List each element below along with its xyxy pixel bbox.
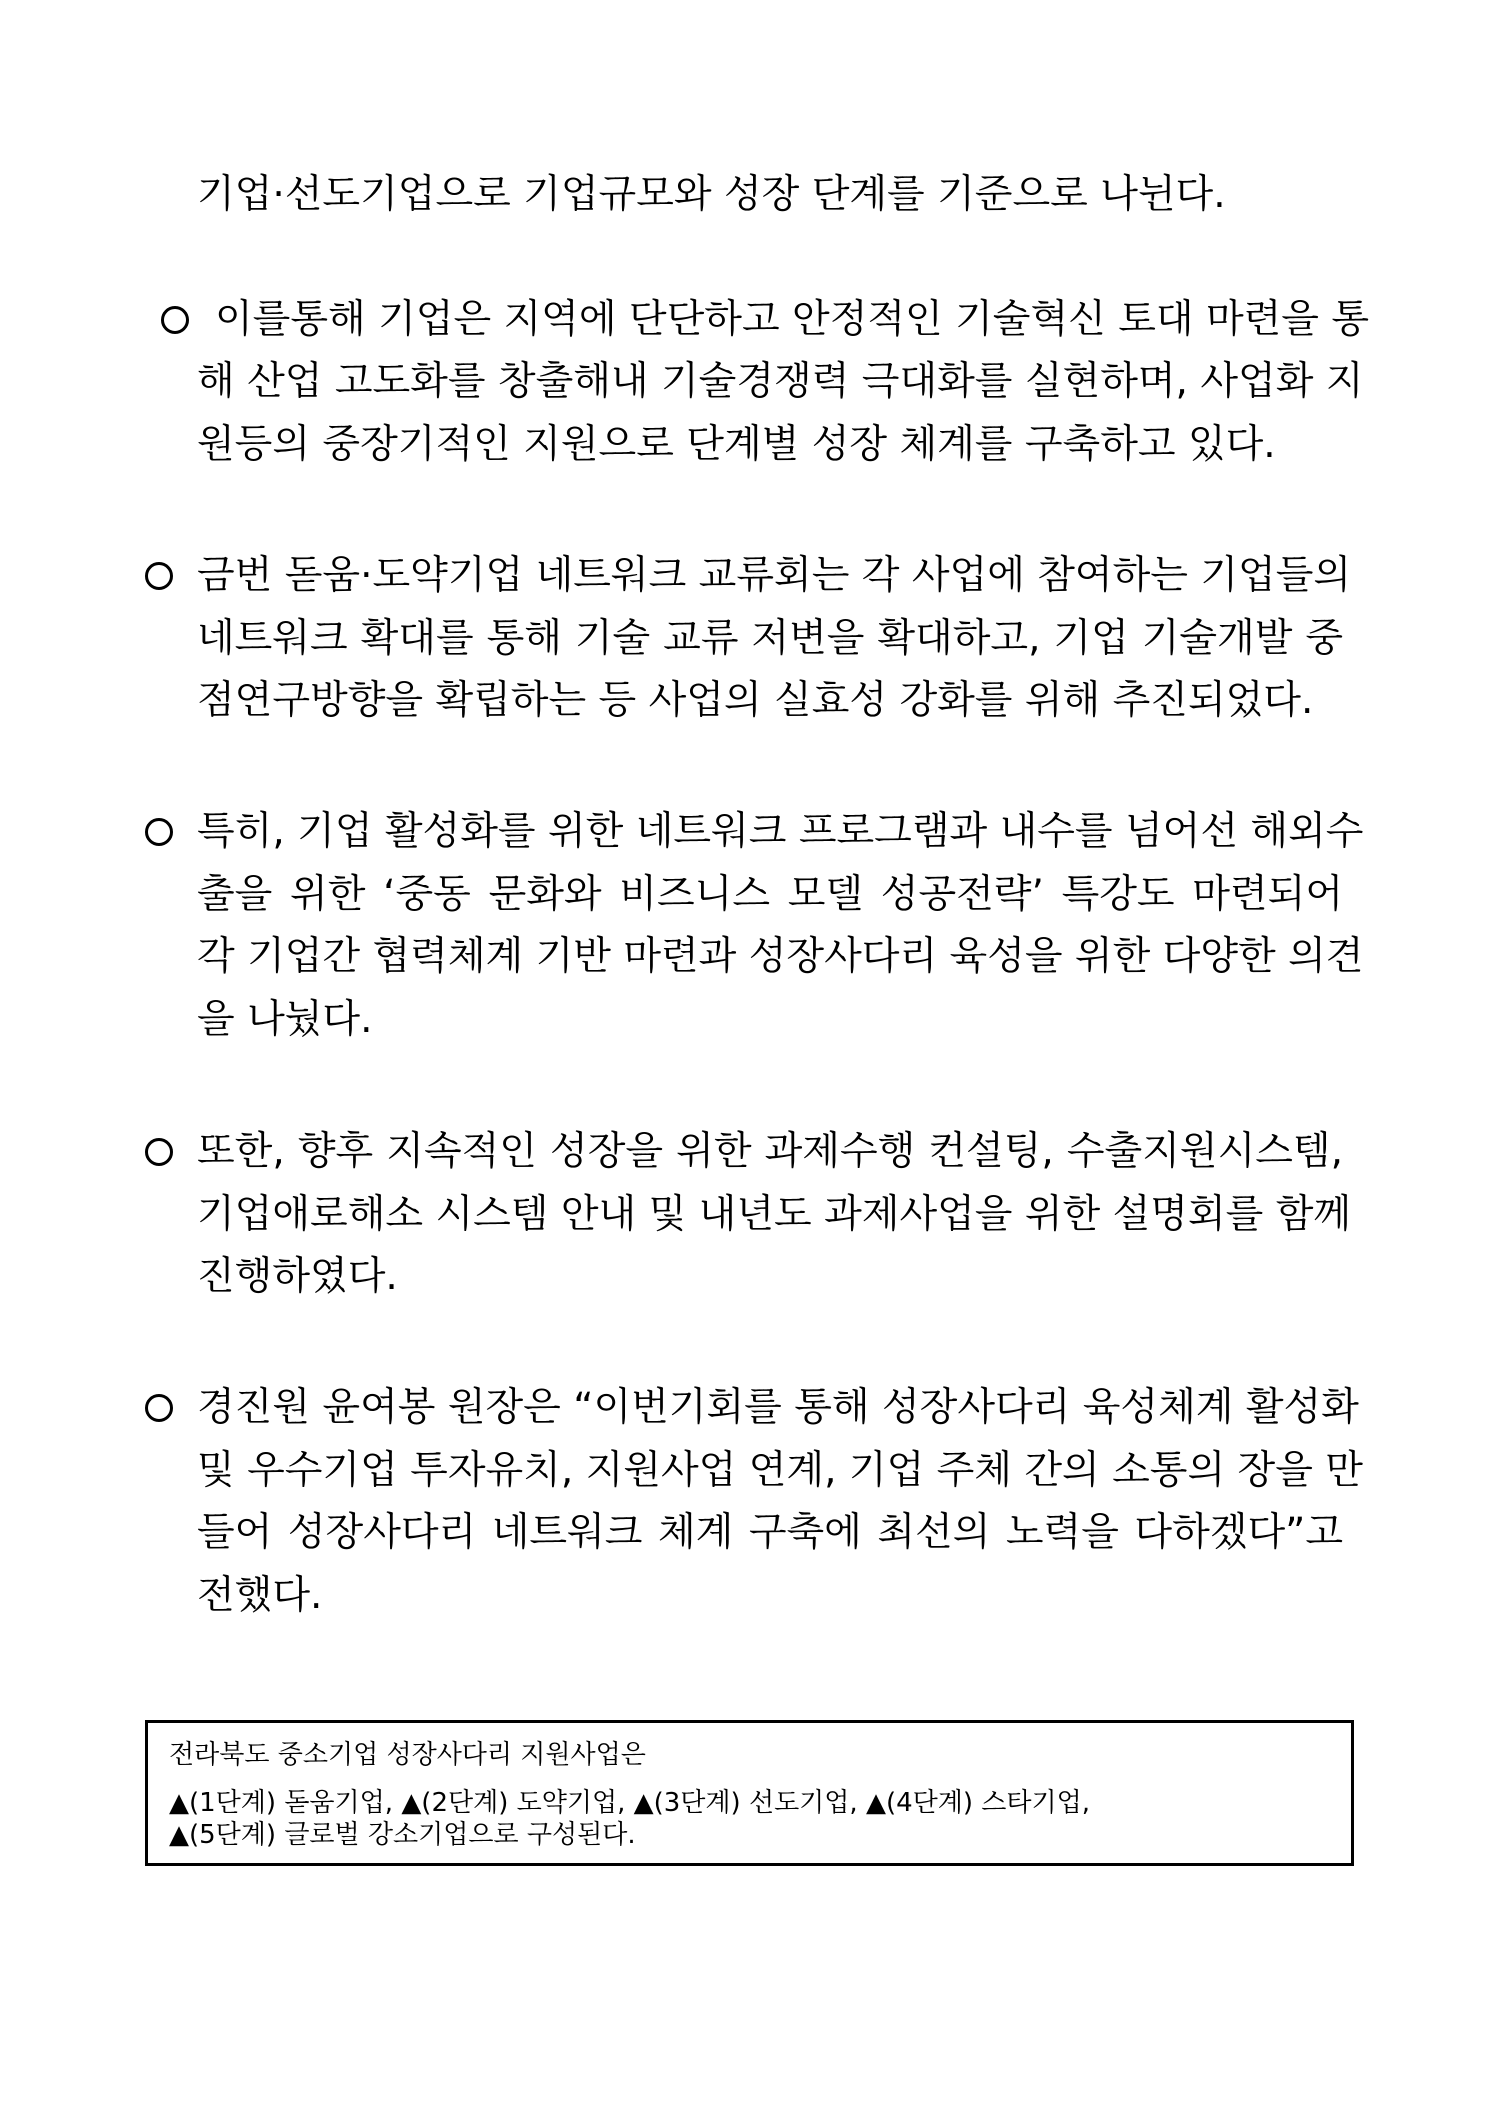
circle-bullet-icon xyxy=(145,1394,173,1422)
paragraph-line: 출을 위한 ‘중동 문화와 비즈니스 모델 성공전략’ 특강도 마련되어 xyxy=(197,872,1343,917)
info-note-box xyxy=(145,1720,1354,1866)
paragraph-line: 해 산업 고도화를 창출해내 기술경쟁력 극대화를 실현하며, 사업화 지 xyxy=(197,359,1364,404)
paragraph-line: 전했다. xyxy=(197,1573,323,1618)
paragraph-line: 이를통해 기업은 지역에 단단하고 안정적인 기술혁신 토대 마련을 통 xyxy=(215,297,1370,342)
circle-bullet-icon xyxy=(161,306,189,334)
paragraph-line: 및 우수기업 투자유치, 지원사업 연계, 기업 주체 간의 소통의 장을 만 xyxy=(197,1448,1363,1493)
note-stages-line-2: ▲(5단계) 글로벌 강소기업으로 구성된다. xyxy=(169,1820,636,1850)
circle-bullet-icon xyxy=(145,562,173,590)
paragraph-line: 점연구방향을 확립하는 등 사업의 실효성 강화를 위해 추진되었다. xyxy=(197,678,1314,723)
paragraph-line: 원등의 중장기적인 지원으로 단계별 성장 체계를 구축하고 있다. xyxy=(197,422,1276,467)
circle-bullet-icon xyxy=(145,818,173,846)
note-stages-line-1: ▲(1단계) 돋움기업, ▲(2단계) 도약기업, ▲(3단계) 선도기업, ▲(4단계) 스타기업, xyxy=(169,1788,1090,1818)
paragraph-line: 또한, 향후 지속적인 성장을 위한 과제수행 컨설팅, 수출지원시스템, xyxy=(197,1129,1343,1174)
paragraph-line: 을 나눴다. xyxy=(197,997,373,1042)
paragraph-line: 각 기업간 협력체계 기반 마련과 성장사다리 육성을 위한 다양한 의견 xyxy=(197,934,1364,979)
paragraph-line: 네트워크 확대를 통해 기술 교류 저변을 확대하고, 기업 기술개발 중 xyxy=(197,616,1343,661)
paragraph-line: 특히, 기업 활성화를 위한 네트워크 프로그램과 내수를 넘어선 해외수 xyxy=(197,809,1364,854)
circle-bullet-icon xyxy=(145,1138,173,1166)
intro-tail-line: 기업·선도기업으로 기업규모와 성장 단계를 기준으로 나뉜다. xyxy=(197,172,1226,217)
note-title: 전라북도 중소기업 성장사다리 지원사업은 xyxy=(169,1740,646,1770)
paragraph-line: 기업애로해소 시스템 안내 및 내년도 과제사업을 위한 설명회를 함께 xyxy=(197,1192,1352,1237)
paragraph-line: 들어 성장사다리 네트워크 체계 구축에 최선의 노력을 다하겠다”고 xyxy=(197,1510,1343,1555)
paragraph-line: 진행하였다. xyxy=(197,1254,398,1299)
paragraph-line: 경진원 윤여봉 원장은 “이번기회를 통해 성장사다리 육성체계 활성화 xyxy=(197,1385,1359,1430)
paragraph-line: 금번 돋움·도약기업 네트워크 교류회는 각 사업에 참여하는 기업들의 xyxy=(197,553,1352,598)
